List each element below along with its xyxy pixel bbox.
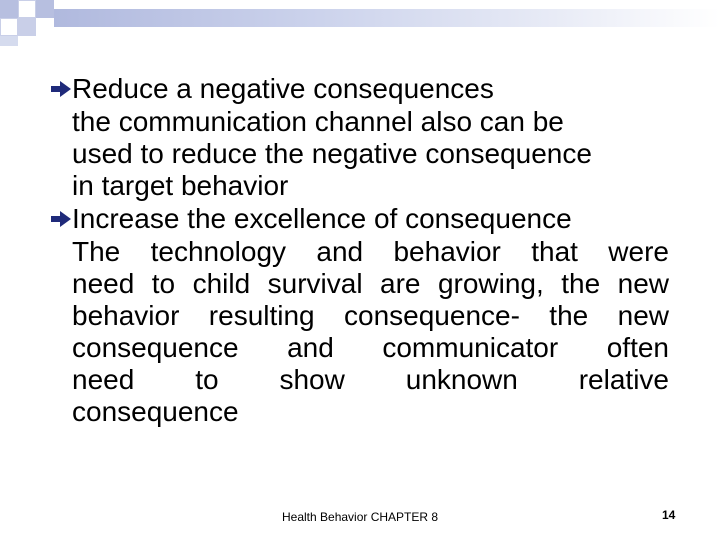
footer-text: Health Behavior CHAPTER 8 [282, 510, 439, 524]
body-line: consequence [72, 396, 239, 427]
body-line: behavior resulting consequence- the new [72, 300, 669, 331]
bullet-heading [50, 72, 670, 106]
body-line: consequence and communicator often [72, 332, 669, 363]
bullet-heading-text: Reduce a negative consequences [72, 73, 494, 104]
decor-square [0, 18, 18, 36]
bullet-body [50, 106, 669, 202]
bullet-heading [50, 202, 670, 236]
body-line: The technology and behavior that were [72, 236, 669, 267]
header-gradient-bar [54, 9, 720, 27]
body-line: used to reduce the negative consequence [72, 138, 592, 169]
page-number: 14 [662, 508, 676, 522]
decor-square [18, 0, 36, 18]
decor-square [18, 18, 36, 36]
slide-content [50, 72, 670, 428]
arrow-right-icon [50, 72, 72, 106]
arrow-right-icon [50, 202, 72, 236]
decor-square [0, 36, 18, 46]
body-line: need to child survival are growing, the new [72, 268, 669, 299]
bullet-heading-text: Increase the excellence of consequence [72, 203, 572, 234]
bullet-body [50, 236, 669, 428]
decor-square [0, 0, 18, 18]
body-line: the communication channel also can be [72, 106, 564, 137]
body-line: in target behavior [72, 170, 289, 201]
decor-square [36, 0, 54, 18]
body-line: need to show unknown relative [72, 364, 669, 395]
